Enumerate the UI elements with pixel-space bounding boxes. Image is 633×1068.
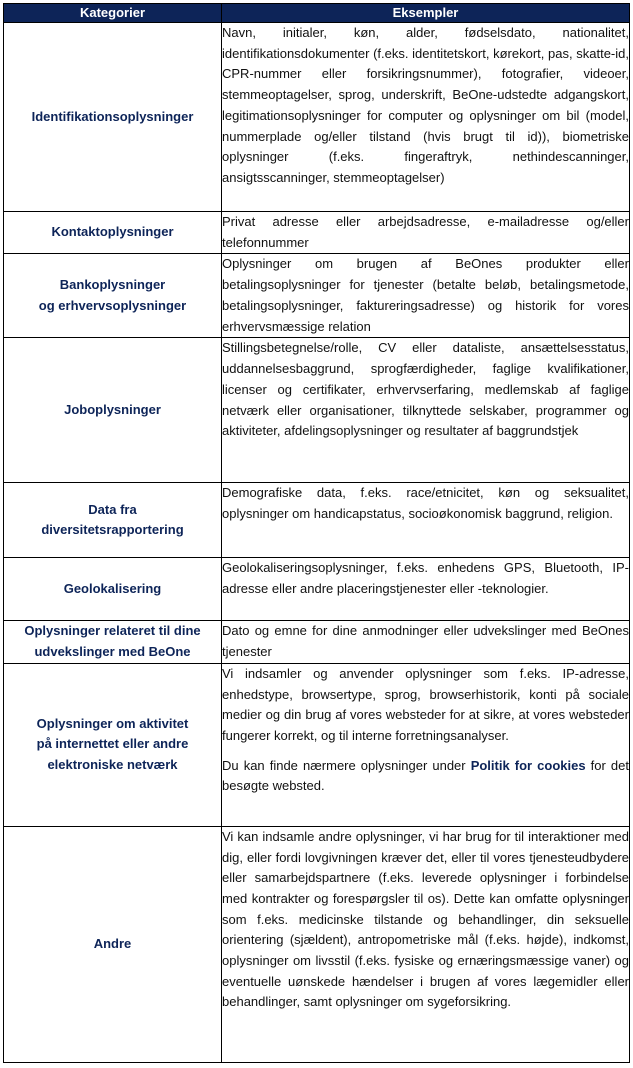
examples-cell: Stillingsbetegnelse/rolle, CV eller dataliste, ansættelsesstatus, uddannelsesbaggrund, sprogfærdigheder, faglige kvalifikationer, licenser og certifikater, erhvervserfaring, medlemskab af faglige netværk eller organisationer, tilknyttede selskaber, programmer og aktiviteter, afdelingsoplysninger og resultater af baggrundstjek (222, 338, 630, 483)
category-label: Oplysninger relateret til dine (24, 623, 201, 639)
category-label: udvekslinger med BeOne (34, 644, 191, 660)
category-cell (4, 338, 222, 483)
category-label: Geolokalisering (63, 581, 162, 597)
categories-table (3, 3, 630, 1063)
category-label: Andre (93, 935, 132, 951)
category-cell (4, 826, 222, 1062)
category-label: Oplysninger om aktivitet (36, 715, 189, 731)
category-cell (4, 23, 222, 212)
examples-cell: Vi kan indsamle andre oplysninger, vi har brug for til interaktioner med dig, eller fordi lovgivningen kræver det, eller til vores tjenesteudbydere eller samarbejdspartnere (f.eks. leverede oplysninger i forbindelse med kontrakter og forespørgsler til os). Dette kan omfatte oplysninger som f.eks. medicinske tilstande og behandlinger, din seksuelle orientering (sjældent), antropometriske mål (f.eks. højde), indkomst, oplysninger om livsstil (f.eks. fysiske og ernæringsmæssige vaner) og eventuelle uønskede hændelser i brugen af vores lægemidler eller behandlinger, samt oplysninger om sygeforsikring. (222, 826, 630, 1062)
category-label: Identifikationsoplysninger (31, 108, 194, 124)
examples-cell: Geolokaliseringsoplysninger, f.eks. enhedens GPS, Bluetooth, IP-adresse eller andre placeringstjenester eller -teknologier. (222, 558, 630, 621)
category-cell (4, 254, 222, 338)
category-label: på internettet eller andre (36, 736, 189, 752)
table-row (4, 23, 630, 212)
table-row (4, 558, 630, 621)
header-row (4, 4, 630, 23)
category-label: Bankoplysninger (59, 277, 166, 293)
table-row (4, 621, 630, 663)
header-examples: Eksempler (222, 4, 630, 23)
table-row (4, 338, 630, 483)
category-cell (4, 621, 222, 663)
table-row (4, 254, 630, 338)
category-cell (4, 483, 222, 558)
examples-cell (222, 663, 630, 826)
category-cell (4, 212, 222, 254)
category-label: Kontaktoplysninger (51, 224, 174, 240)
category-label: og erhvervsoplysninger (38, 297, 187, 313)
table-row (4, 483, 630, 558)
examples-cell: Navn, initialer, køn, alder, fødselsdato, nationalitet, identifikationsdokumenter (f.eks. identitetskort, kørekort, pas, skatte-id, CPR-nummer eller forsikringsnummer), fotografier, videoer, stemmeoptagelser, sprog, underskrift, BeOne-udstedte adgangskort, legitimationsoplysninger for computer og oplysninger om bil (model, nummerplade og/eller tilstand (hvis brugt til id)), biometriske oplysninger (f.eks. fingeraftryk, nethindescanninger, ansigtsscanninger, stemmeoptagelser) (222, 23, 630, 212)
table-row (4, 826, 630, 1062)
examples-cell: Demografiske data, f.eks. race/etnicitet, køn og seksualitet, oplysninger om handicapstatus, socioøkonomisk baggrund, religion. (222, 483, 630, 558)
cookie-note-suffix: for det besøgte websted. (222, 757, 629, 794)
table-row (4, 212, 630, 254)
category-cell (4, 558, 222, 621)
examples-paragraph: Vi indsamler og anvender oplysninger som f.eks. IP-adresse, enhedstype, browsertype, sprog, browserhistorik, konti på sociale medier og din brug af vores websteder for at sikre, at vores websteder fungerer korrekt, og til interne forretningsanalyser. (222, 665, 629, 743)
examples-cell: Privat adresse eller arbejdsadresse, e-mailadresse og/eller telefonnummer (222, 212, 630, 254)
cookie-policy-link[interactable]: Politik for cookies (470, 757, 586, 773)
header-categories: Kategorier (4, 4, 222, 23)
category-label: Data fra (88, 501, 137, 517)
table-row (4, 663, 630, 826)
examples-cell: Dato og emne for dine anmodninger eller udvekslinger med BeOnes tjenester (222, 621, 630, 663)
examples-cell: Oplysninger om brugen af BeOnes produkter eller betalingsoplysninger for tjenester (betalte beløb, betalingsmetode, betalingsoplysninger, faktureringsadresse) og historik for vores erhvervsmæssige relation (222, 254, 630, 338)
category-cell (4, 663, 222, 826)
category-label: elektroniske netværk (47, 757, 178, 773)
category-label: diversitetsrapportering (41, 522, 184, 538)
cookie-note-prefix: Du kan finde nærmere oplysninger under (222, 757, 471, 773)
category-label: Joboplysninger (64, 402, 161, 418)
cookie-note (222, 756, 629, 797)
